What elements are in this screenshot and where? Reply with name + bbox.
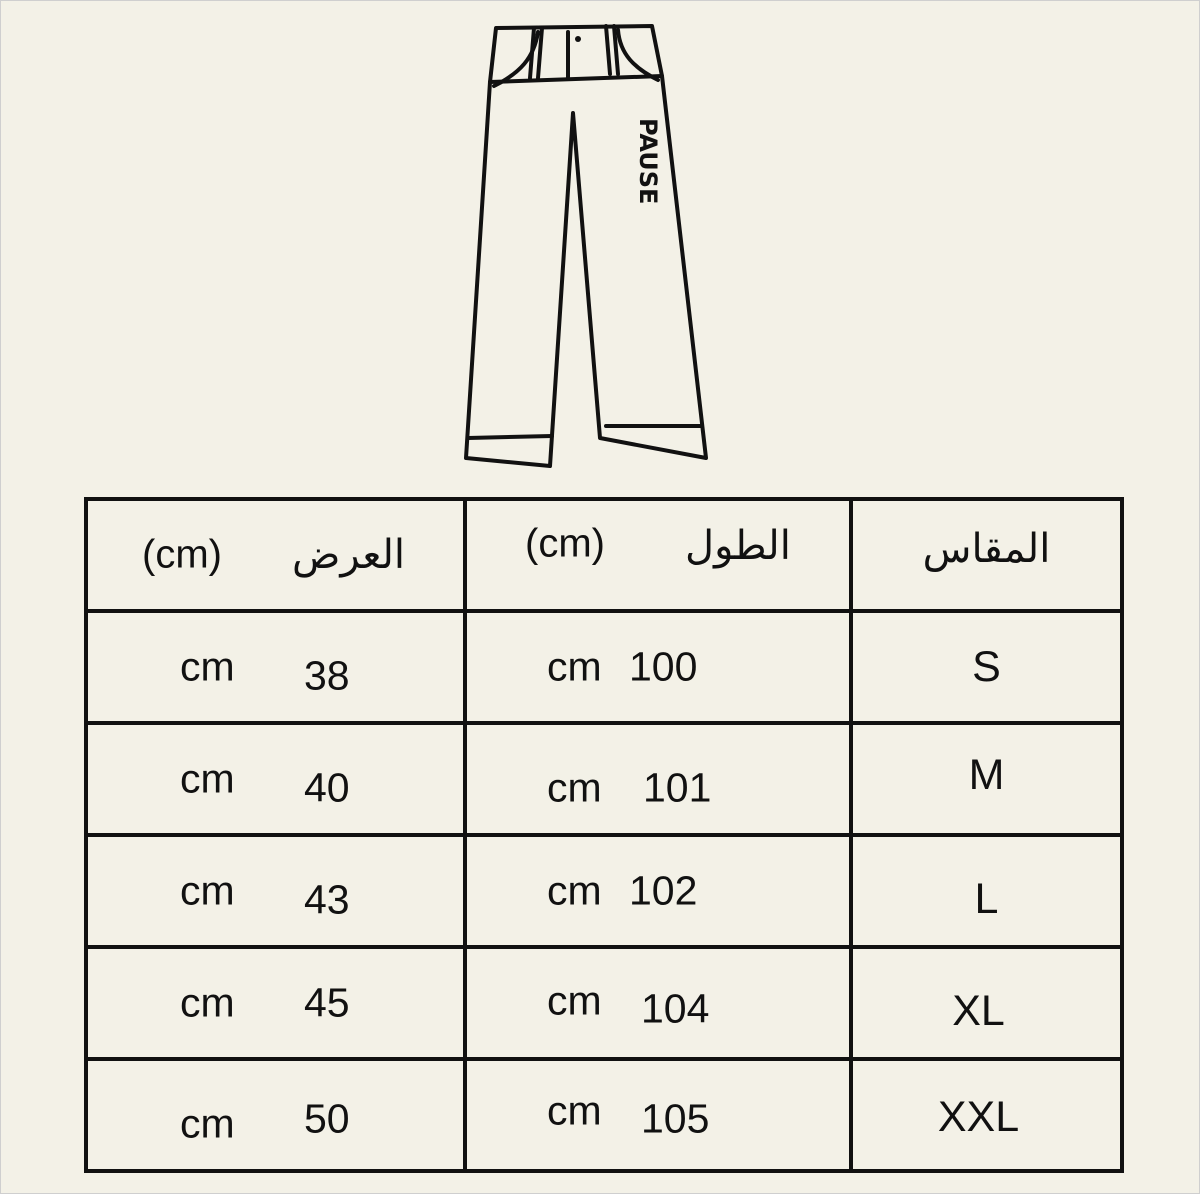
length-value: 100 (629, 643, 698, 690)
width-unit: cm (180, 643, 235, 690)
table-row (86, 611, 1122, 723)
size-value: XXL (937, 1092, 1020, 1141)
header-width-cell (86, 499, 465, 611)
width-unit: cm (180, 867, 235, 914)
width-unit: cm (180, 979, 235, 1026)
size-cell (851, 723, 1122, 835)
width-value: 38 (304, 652, 350, 699)
width-unit: cm (180, 755, 235, 802)
header-width-label: العرض (292, 533, 406, 577)
header-length-cell (465, 499, 851, 611)
width-cell (86, 611, 465, 723)
header-size-cell (851, 499, 1122, 611)
width-value: 50 (304, 1095, 350, 1142)
header-length-label: الطول (685, 524, 791, 569)
length-unit: cm (547, 1087, 602, 1134)
width-value: 45 (304, 979, 350, 1026)
pants-illustration (450, 18, 730, 478)
length-cell (465, 947, 851, 1059)
size-value: L (974, 874, 999, 923)
length-cell (465, 723, 851, 835)
width-unit: cm (180, 1100, 235, 1147)
length-unit: cm (547, 867, 602, 914)
length-unit: cm (547, 977, 602, 1024)
button-icon (575, 36, 581, 42)
length-unit: cm (547, 764, 602, 811)
table-header-row (86, 499, 1122, 611)
size-cell (851, 611, 1122, 723)
width-value: 40 (304, 764, 350, 811)
width-cell (86, 947, 465, 1059)
size-cell (851, 1059, 1122, 1171)
header-length-unit: (cm) (525, 521, 605, 566)
size-chart-table (84, 497, 1124, 1173)
length-value: 102 (629, 867, 698, 914)
length-cell (465, 1059, 851, 1171)
table-row (86, 723, 1122, 835)
length-cell (465, 611, 851, 723)
length-value: 104 (641, 985, 710, 1032)
size-value: XL (952, 986, 1005, 1035)
size-value: S (972, 642, 1001, 691)
length-unit: cm (547, 643, 602, 690)
pause-logo: PAUSE (634, 118, 662, 205)
length-value: 105 (641, 1095, 710, 1142)
length-cell (465, 835, 851, 947)
size-cell (851, 835, 1122, 947)
header-width-unit: (cm) (142, 532, 222, 577)
table-row (86, 1059, 1122, 1171)
size-cell (851, 947, 1122, 1059)
width-cell (86, 1059, 465, 1171)
width-cell (86, 723, 465, 835)
table-row (86, 947, 1122, 1059)
table-row (86, 835, 1122, 947)
width-value: 43 (304, 876, 350, 923)
length-value: 101 (643, 764, 712, 811)
header-size-label: المقاس (922, 527, 1051, 571)
size-value: M (968, 750, 1005, 799)
width-cell (86, 835, 465, 947)
